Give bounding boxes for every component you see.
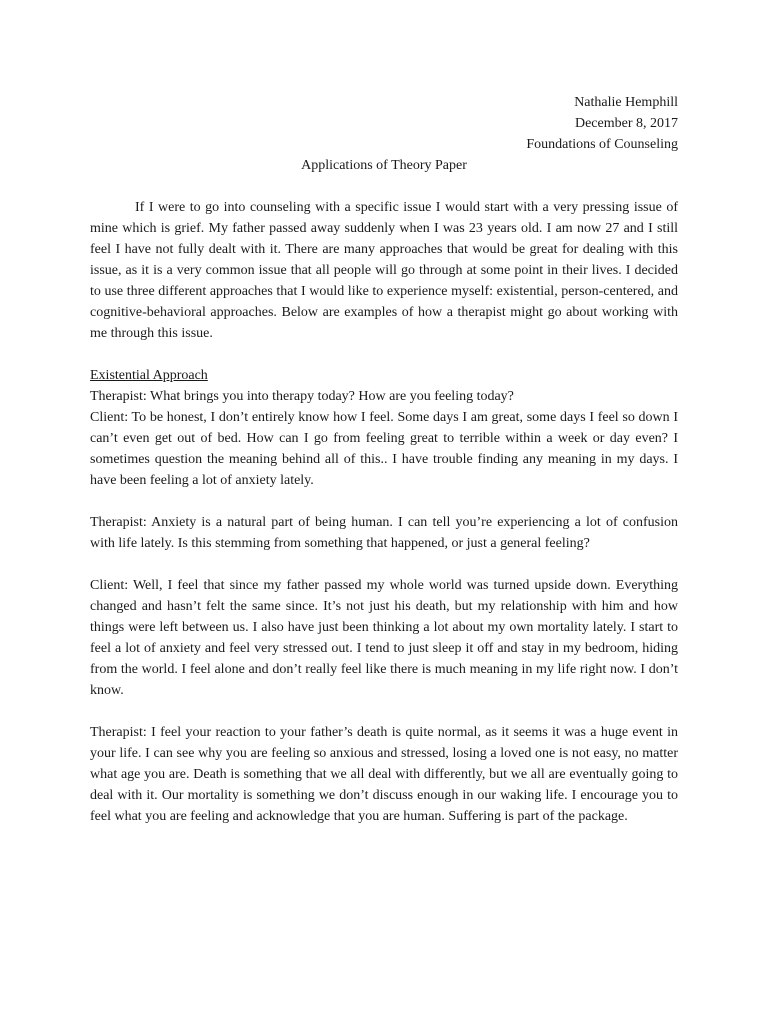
dialogue-client-1: Client: To be honest, I don’t entirely know how I feel. Some days I am great, some days I feel so down I can’t even get out of bed. How can I go from feeling great to terrible within a week or day even? I sometimes question the meaning behind all of this.. I have trouble finding any meaning in my days. I have been feeling a lot of anxiety lately. bbox=[90, 410, 678, 488]
dialogue-therapist-1: Therapist: What brings you into therapy today? How are you feeling today? bbox=[90, 389, 514, 404]
document-page bbox=[90, 92, 678, 848]
document-title: Applications of Theory Paper bbox=[301, 158, 467, 173]
dialogue-therapist-3: Therapist: I feel your reaction to your father’s death is quite normal, as it seems it was a huge event in your life. I can see why you are feeling so anxious and stressed, losing a loved one is not easy, no matter what age you are. Death is something that we all deal with differently, but we all are eventually going to deal with it. Our mortality is something we don’t discuss enough in our waking life. I encourage you to feel what you are feeling and acknowledge that you are human. Suffering is part of the package. bbox=[90, 725, 678, 824]
document-date: December 8, 2017 bbox=[574, 116, 678, 131]
dialogue-client-2: Client: Well, I feel that since my father passed my whole world was turned upside down. Everything changed and hasn’t felt the same since. It’s not just his death, but my relationship with him and how things were left between us. I also have just been thinking a lot about my own mortality lately. I start to feel a lot of anxiety and feel very stressed out. I tend to just sleep it off and stay in my bedroom, hiding from the world. I feel alone and don’t really feel like there is much meaning in my life right now. I don’t know. bbox=[90, 578, 678, 698]
author-name: Nathalie Hemphill bbox=[574, 95, 678, 110]
dialogue-therapist-2: Therapist: Anxiety is a natural part of being human. I can tell you’re experiencing a lot of confusion with life lately. Is this stemming from something that happened, or just a general feeling? bbox=[90, 515, 678, 551]
section-heading-existential: Existential Approach bbox=[90, 368, 208, 383]
course-name: Foundations of Counseling bbox=[526, 137, 678, 152]
intro-paragraph: If I were to go into counseling with a specific issue I would start with a very pressing issue of mine which is grief. My father passed away suddenly when I was 23 years old. I am now 27 and I still feel I have not fully dealt with it. There are many approaches that would be great for dealing with this issue, as it is a very common issue that all people will go through at some point in their lives. I decided to use three different approaches that I would like to experience myself: existential, person-centered, and cognitive-behavioral approaches. Below are examples of how a therapist might go about working with me through this issue. bbox=[90, 200, 678, 341]
document-header bbox=[90, 92, 678, 155]
